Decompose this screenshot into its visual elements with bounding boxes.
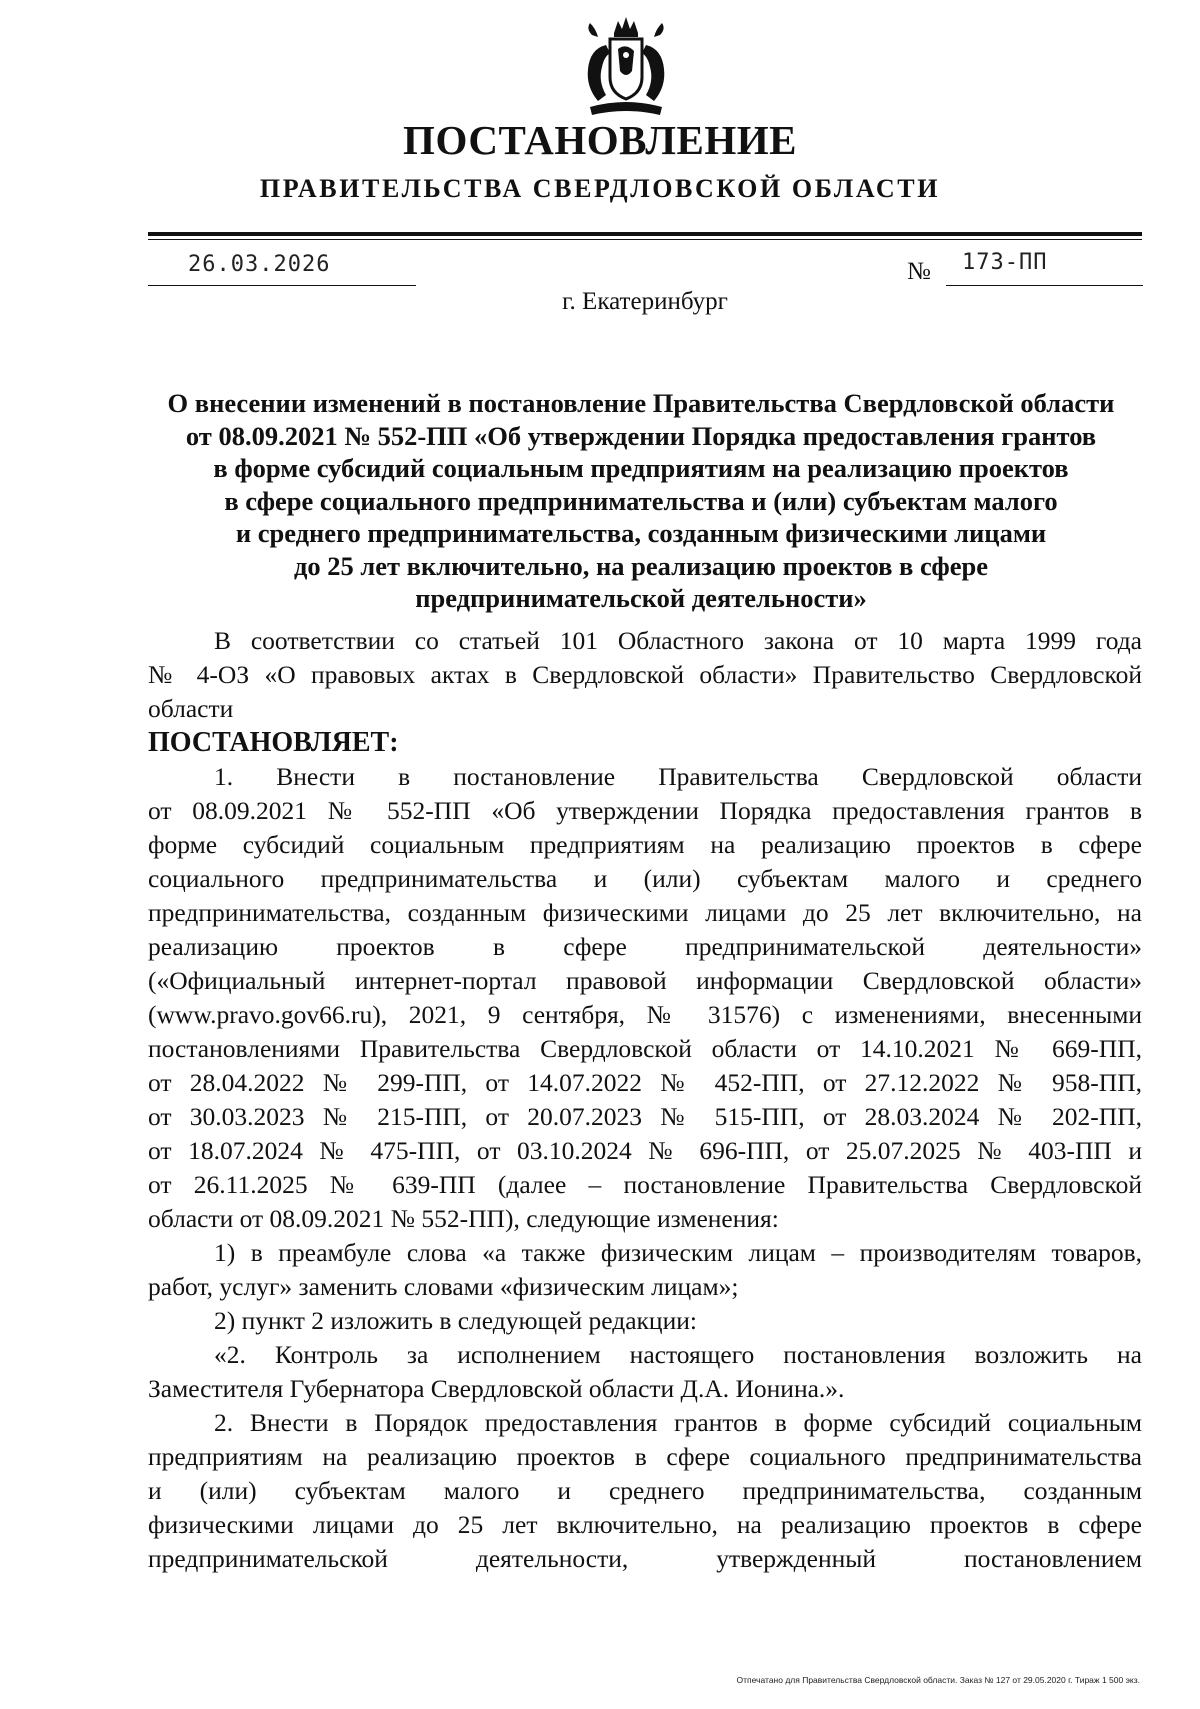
- body-text: [148, 760, 1142, 1576]
- text-line: предприятиям на реализацию проектов в сфере социального предпринимательства: [148, 1442, 1142, 1471]
- heading-line: в форме субсидий социальным предприятиям на реализацию проектов: [213, 453, 1069, 483]
- document-number: 173-ПП: [962, 250, 1048, 275]
- city-label: г. Екатеринбург: [562, 288, 728, 315]
- coat-of-arms-icon: [576, 15, 676, 119]
- heading-line: до 25 лет включительно, на реализацию проектов в сфере: [293, 550, 988, 581]
- text-line: 2. Внести в Порядок предоставления грантов в форме субсидий социальным: [214, 1408, 1142, 1437]
- text-line: от 26.11.2025 № 639-ПП (далее – постановление Правительства Свердловской: [148, 1170, 1142, 1199]
- text-line: форме субсидий социальным предприятиям на реализацию проектов в сфере: [148, 830, 1142, 859]
- heading-line: предпринимательской деятельности»: [415, 583, 867, 613]
- issuer-title: ПРАВИТЕЛЬСТВА СВЕРДЛОВСКОЙ ОБЛАСТИ: [259, 174, 941, 203]
- header-divider-thin: [148, 239, 1142, 240]
- heading-line: от 08.09.2021 № 552-ПП «Об утверждении Порядка предоставления грантов: [185, 420, 1097, 451]
- header-divider-thick: [148, 232, 1142, 236]
- preamble-paragraph: [148, 624, 1142, 760]
- text-line: предпринимательской деятельности, утвержденный постановлением: [148, 1544, 1142, 1573]
- print-footer: Отпечатано для Правительства Свердловской области. Заказ № 127 от 29.05.2020 г. Тираж 1 500 экз.: [736, 1675, 1140, 1685]
- text-line: социального предпринимательства и (или) субъектам малого и среднего: [148, 864, 1142, 893]
- text-line: реализацию проектов в сфере предпринимательской деятельности»: [148, 932, 1142, 961]
- text-line: № 4-ОЗ «О правовых актах в Свердловской области» Правительство Свердловской: [148, 660, 1142, 689]
- number-sign: №: [907, 258, 931, 285]
- document-date: 26.03.2026: [188, 252, 331, 277]
- text-line: «2. Контроль за исполнением настоящего постановления возложить на: [214, 1340, 1142, 1369]
- heading-line: в сфере социального предпринимательства и (или) субъектам малого: [224, 485, 1058, 516]
- document-heading: [140, 387, 1142, 615]
- text-line: В соответствии со статьей 101 Областного закона от 10 марта 1999 года: [214, 626, 1142, 655]
- date-underline: [148, 285, 416, 286]
- text-line: 2) пункт 2 изложить в следующей редакции:: [214, 1306, 697, 1335]
- heading-line: и среднего предпринимательства, созданным физическими лицами: [235, 518, 1047, 548]
- text-line: (www.pravo.gov66.ru), 2021, 9 сентября, № 31576) с изменениями, внесенными: [148, 1000, 1142, 1029]
- document-title: ПОСТАНОВЛЕНИЕ: [403, 117, 797, 163]
- text-line: 1. Внести в постановление Правительства Свердловской области: [214, 762, 1142, 791]
- text-line: Заместителя Губернатора Свердловской области Д.А. Ионина.».: [148, 1374, 845, 1403]
- text-line: и (или) субъектам малого и среднего предпринимательства, созданным: [148, 1476, 1142, 1505]
- text-line: предпринимательства, созданным физическими лицами до 25 лет включительно, на: [148, 898, 1142, 927]
- number-underline: [946, 285, 1143, 286]
- text-line: («Официальный интернет-портал правовой информации Свердловской области»: [148, 966, 1142, 995]
- text-line: 1) в преамбуле слова «а также физическим лицам – производителям товаров,: [214, 1238, 1142, 1267]
- text-line: области от 08.09.2021 № 552-ПП), следующие изменения:: [148, 1204, 779, 1233]
- resolve-word: ПОСТАНОВЛЯЕТ:: [148, 727, 399, 758]
- text-line: от 28.04.2022 № 299-ПП, от 14.07.2022 № 452-ПП, от 27.12.2022 № 958-ПП,: [148, 1068, 1142, 1097]
- text-line: от 08.09.2021 № 552-ПП «Об утверждении Порядка предоставления грантов в: [148, 796, 1142, 825]
- heading-line: О внесении изменений в постановление Правительства Свердловской области: [167, 388, 1115, 418]
- text-line: работ, услуг» заменить словами «физическим лицам»;: [148, 1272, 739, 1301]
- text-line: от 30.03.2023 № 215-ПП, от 20.07.2023 № 515-ПП, от 28.03.2024 № 202-ПП,: [148, 1102, 1142, 1131]
- text-line: постановлениями Правительства Свердловской области от 14.10.2021 № 669-ПП,: [148, 1034, 1142, 1063]
- text-line: области: [148, 694, 234, 723]
- text-line: физическими лицами до 25 лет включительно, на реализацию проектов в сфере: [148, 1510, 1142, 1539]
- text-line: от 18.07.2024 № 475-ПП, от 03.10.2024 № 696-ПП, от 25.07.2025 № 403-ПП и: [148, 1136, 1142, 1165]
